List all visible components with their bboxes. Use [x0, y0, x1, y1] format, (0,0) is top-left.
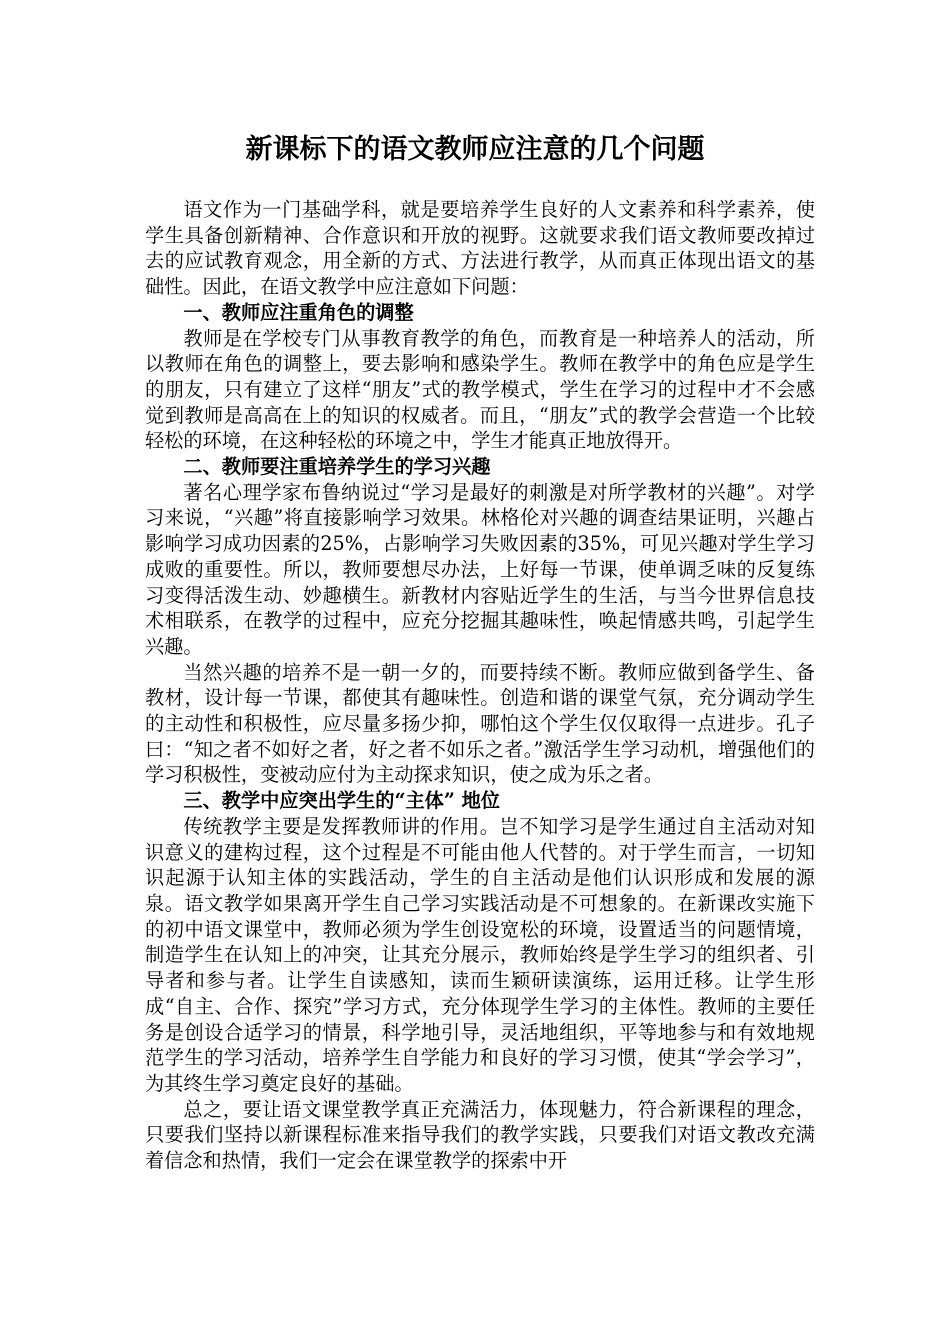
body-paragraph: 教师是在学校专门从事教育教学的角色，而教育是一种培养人的活动，所以教师在角色的调整上，要去影响和感染学生。教师在教学中的角色应是学生的朋友，只有建立了这样“朋友”式的教学模式，学生在学习的过程中才不会感觉到教师是高高在上的知识的权威者。而且，“朋友”式的教学会营造一个比较轻松的环境，在这种轻松的环境之中，学生才能真正地放得开。 — [145, 326, 815, 453]
body-paragraph: 当然兴趣的培养不是一朝一夕的，而要持续不断。教师应做到备学生、备教材，设计每一节课，都使其有趣味性。创造和谐的课堂气氛，充分调动学生的主动性和积极性，应尽量多扬少抑，哪怕这个学生仅仅取得一点进步。孔子曰：“知之者不如好之者，好之者不如乐之者。”激活学生学习动机，增强他们的学习积极性，变被动应付为主动探求知识，使之成为乐之者。 — [145, 660, 815, 787]
document-title: 新课标下的语文教师应注意的几个问题 — [245, 134, 705, 165]
section-heading-1: 一、教师应注重角色的调整 — [183, 300, 414, 324]
conclusion-paragraph: 总之，要让语文课堂教学真正充满活力，体现魅力，符合新课程的理念，只要我们坚持以新课程标准来指导我们的教学实践，只要我们对语文教改充满着信念和热情，我们一定会在课堂教学的探索中开 — [145, 1097, 815, 1173]
body-paragraph: 著名心理学家布鲁纳说过“学习是最好的刺激是对所学教材的兴趣”。对学习来说，“兴趣”将直接影响学习效果。林格伦对兴趣的调查结果证明，兴趣占影响学习成功因素的25%，占影响学习失败因素的35%，可见兴趣对学生学习成败的重要性。所以，教师要想尽办法，上好每一节课，使单调乏味的反复练习变得活泼生动、妙趣横生。新教材内容贴近学生的生活，与当今世界信息技术相联系，在教学的过程中，应充分挖掘其趣味性，唤起情感共鸣，引起学生兴趣。 — [145, 480, 815, 658]
document-body — [145, 197, 815, 1174]
body-paragraph: 传统教学主要是发挥教师讲的作用。岂不知学习是学生通过自主活动对知识意义的建构过程，这个过程是不可能由他人代替的。对于学生而言，一切知识起源于认知主体的实践活动，学生的自主活动是他们认识形成和发展的源泉。语文教学如果离开学生自己学习实践活动是不可想象的。在新课改实施下的初中语文课堂中，教师必须为学生创设宽松的环境，设置适当的问题情境，制造学生在认知上的冲突，让其充分展示，教师始终是学生学习的组织者、引导者和参与者。让学生自读感知，读而生颖研读演练，运用迁移。让学生形成“自主、合作、探究”学习方式，充分体现学生学习的主体性。教师的主要任务是创设合适学习的情景，科学地引导，灵活地组织，平等地参与和有效地规范学生的学习活动，培养学生自学能力和良好的学习习惯，使其“学会学习”，为其终生学习奠定良好的基础。 — [145, 814, 815, 1095]
intro-paragraph: 语文作为一门基础学科，就是要培养学生良好的人文素养和科学素养，使学生具备创新精神、合作意识和开放的视野。这就要求我们语文教师要改掉过去的应试教育观念，用全新的方式、方法进行教学，从而真正体现出语文的基础性。因此，在语文教学中应注意如下问题： — [145, 198, 815, 299]
section-heading-3: 三、教学中应突出学生的“主体” 地位 — [183, 789, 500, 813]
section-heading-2: 二、教师要注重培养学生的学习兴趣 — [183, 455, 491, 479]
